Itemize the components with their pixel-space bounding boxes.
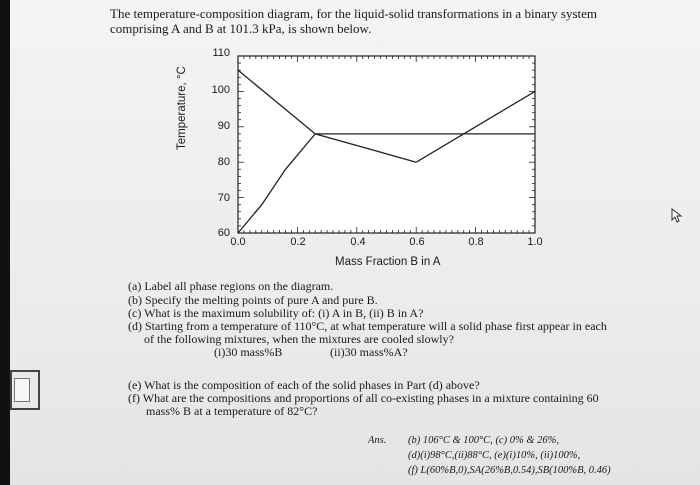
x-tick-label: 0.6 [409, 236, 425, 248]
intro-line-1: The temperature-composition diagram, for the liquid-solid transformations in a binary system [110, 6, 598, 21]
question-c: (c) What is the maximum solubility of: (i) A in B, (ii) B in A? [128, 306, 424, 320]
y-tick-label: 90 [217, 120, 230, 132]
question-d: (d) Starting from a temperature of 110°C, at what temperature will a solid phase first appear in each [128, 319, 607, 333]
answers-line-3: (f) L(60%B,0),SA(26%B,0.54),SB(100%B, 0.46) [408, 465, 611, 476]
question-a: (a) Label all phase regions on the diagram. [128, 279, 334, 293]
answers-line-2: (d)(i)98°C,(ii)88°C, (e)(i)10%, (ii)100%, [408, 450, 581, 461]
question-d-ii: (ii)30 mass%A? [330, 345, 408, 359]
x-tick-label: 1.0 [527, 236, 543, 248]
plot-frame [238, 56, 535, 233]
question-f: (f) What are the compositions and proportions of all co-existing phases in a mixture containing 60 [128, 391, 599, 405]
x-tick-label: 0.4 [350, 236, 366, 248]
question-f-cont: mass% B at a temperature of 82°C? [146, 404, 318, 418]
mouse-cursor-icon [670, 208, 684, 224]
y-tick-label: 80 [217, 156, 230, 168]
y-tick-label: 110 [212, 47, 230, 59]
answers-line-1: (b) 106°C & 100°C, (c) 0% & 26%, [408, 435, 560, 446]
x-tick-label: 0.8 [468, 236, 484, 248]
y-axis-label: Temperature, °C [176, 66, 188, 150]
question-e: (e) What is the composition of each of the solid phases in Part (d) above? [128, 378, 480, 392]
x-axis-label: Mass Fraction B in A [335, 256, 441, 268]
x-tick-label: 0.0 [230, 236, 246, 248]
answers-label: Ans. [368, 435, 387, 446]
y-tick-label: 70 [217, 192, 230, 204]
y-tick-label: 60 [217, 227, 230, 239]
y-tick-label: 100 [211, 84, 230, 96]
x-tick-label: 0.2 [290, 236, 306, 248]
question-d-cont: of the following mixtures, when the mixtures are cooled slowly? [144, 332, 454, 346]
question-d-i: (i)30 mass%B [214, 345, 283, 359]
question-b: (b) Specify the melting points of pure A and pure B. [128, 293, 378, 307]
intro-line-2: comprising A and B at 101.3 kPa, is shown below. [110, 21, 372, 36]
